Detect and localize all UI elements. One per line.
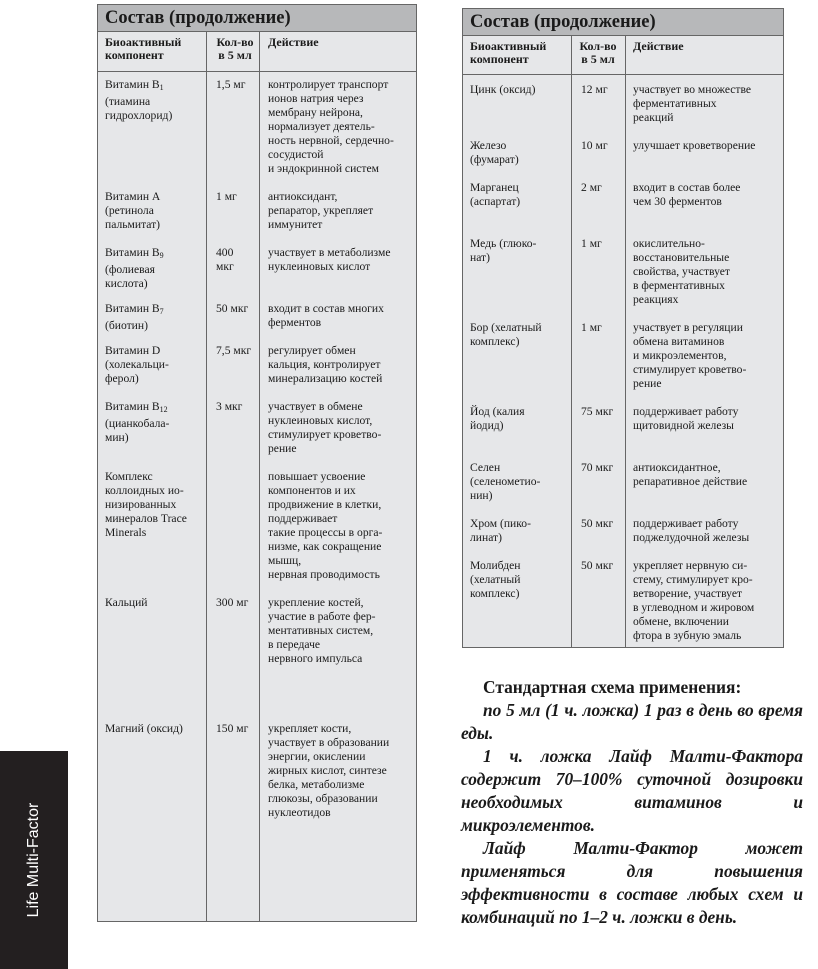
component-action: контролирует транспорт ионов натрия через мембрану нейрона, нормализует деятель- ность нервной, сердечно- сосудистой и эндокринной систем (268, 78, 394, 175)
component-name: Йод (калия йодид) (470, 405, 525, 432)
composition-table-right (462, 8, 784, 648)
component-name: Витамин $B_9$ (фолиевая кислота) (105, 246, 164, 290)
component-amount: 400 мкг (216, 246, 234, 273)
component-name: Селен (селенометио- нин) (470, 461, 541, 502)
component-action: входит в состав более чем 30 ферментов (633, 181, 741, 208)
component-action: антиоксидантное, репаративное действие (633, 461, 748, 488)
header-action: Действие (633, 39, 684, 53)
component-name: Витамин $B_{12}$ (цианкобала- мин) (105, 400, 170, 444)
component-name: Железо (фумарат) (470, 139, 519, 166)
component-amount: 75 мкг (581, 405, 614, 418)
component-amount: 7,5 мкг (216, 344, 252, 357)
component-name: Бор (хелатный комплекс) (470, 321, 542, 348)
component-action: окислительно- восстановительные свойства, участвует в ферментативных реакциях (633, 237, 730, 306)
component-amount: 50 мкг (216, 302, 249, 315)
component-action: участвует в обмене нуклеиновых кислот, стимулирует кроветво- рение (268, 400, 382, 455)
component-name: Витамин $B_7$ (биотин) (105, 302, 164, 332)
component-name: Магний (оксид) (105, 722, 183, 735)
composition-table-left (97, 4, 417, 922)
component-name: Комплекс коллоидных ио- низированных минералов Trace Minerals (105, 470, 187, 539)
component-amount: 50 мкг (581, 517, 614, 530)
component-amount: 12 мг (581, 83, 608, 96)
component-name: Кальций (105, 596, 148, 609)
usage-paragraph-2: 1 ч. ложка Лайф Малти-Фактора содержит 70–100% суточной дозировки необходимых витаминов и микроэлементов. (461, 746, 803, 835)
component-action: участвует в метаболизме нуклеиновых кислот (268, 246, 391, 273)
table-header (463, 36, 783, 75)
component-action: регулирует обмен кальция, контролирует минерализацию костей (268, 344, 383, 385)
component-amount: 1 мг (581, 321, 602, 334)
component-amount: 3 мкг (216, 400, 243, 413)
component-action: укрепление костей, участие в работе фер- ментативных систем, в передаче нервного импульса (268, 596, 376, 665)
component-action: улучшает кроветворение (633, 139, 756, 152)
component-action: поддерживает работу поджелудочной железы (633, 517, 750, 544)
component-name: Хром (пико- линат) (470, 517, 531, 544)
component-action: укрепляет нервную си- стему, стимулирует кро- ветворение, участвует в углеводном и жировом обмене, включении фтора в зубную эмаль (633, 559, 755, 642)
side-tab (0, 751, 68, 969)
table-title: Состав (продолжение) (98, 5, 416, 32)
component-amount: 1 мг (216, 190, 237, 203)
component-amount: 1 мг (581, 237, 602, 250)
component-amount: 2 мг (581, 181, 602, 194)
component-amount: 1,5 мг (216, 78, 246, 91)
component-action: поддерживает работу щитовидной железы (633, 405, 739, 432)
component-amount: 150 мг (216, 722, 249, 735)
header-action: Действие (268, 35, 319, 49)
table-title: Состав (продолжение) (463, 9, 783, 36)
component-amount: 300 мг (216, 596, 249, 609)
component-name: Марганец (аспартат) (470, 181, 521, 208)
component-amount: 50 мкг (581, 559, 614, 572)
header-amount: Кол-во в 5 мл (579, 39, 617, 66)
header-component: Биоактивный компонент (470, 39, 547, 66)
component-amount: 70 мкг (581, 461, 614, 474)
usage-paragraph-1: по 5 мл (1 ч. ложка) 1 раз в день во время еды. (461, 700, 803, 743)
component-amount: 10 мг (581, 139, 608, 152)
usage-section (461, 676, 803, 929)
component-action: укрепляет кости, участвует в образовании энергии, окислении жирных кислот, синтезе белка, метаболизме глюкозы, образовании нуклеотидов (268, 722, 390, 819)
component-name: Цинк (оксид) (470, 83, 536, 96)
usage-paragraph-3: Лайф Малти-Фактор может применяться для повышения эффективности в составе любых схем и комбинаций по 1–2 ч. ложки в день. (461, 838, 803, 927)
component-name: Витамин $B_1$ (тиамина гидрохлорид) (105, 78, 173, 122)
header-amount: Кол-во в 5 мл (216, 35, 254, 62)
component-action: антиоксидант, репаратор, укрепляет иммунитет (268, 190, 374, 231)
usage-heading: Стандартная схема применения: (483, 677, 742, 697)
component-action: участвует в регуляции обмена витаминов и микроэлементов, стимулирует кроветво- рение (633, 321, 747, 390)
component-action: входит в состав многих ферментов (268, 302, 384, 329)
table-header (98, 32, 416, 72)
component-action: участвует во множестве ферментативных реакций (633, 83, 752, 124)
component-name: Витамин А (ретинола пальмитат) (105, 190, 161, 231)
component-name: Молибден (хелатный комплекс) (470, 559, 521, 600)
header-component: Биоактивный компонент (105, 35, 182, 62)
component-name: Витамин D (холекальци- ферол) (105, 344, 169, 385)
component-name: Медь (глюко- нат) (470, 237, 537, 264)
component-action: повышает усвоение компонентов и их продвижение в клетки, поддерживает такие процессы в орга- низме, как сокращение мышц, нервная проводимость (268, 470, 383, 581)
side-tab-label: Life Multi-Factor (25, 802, 42, 918)
